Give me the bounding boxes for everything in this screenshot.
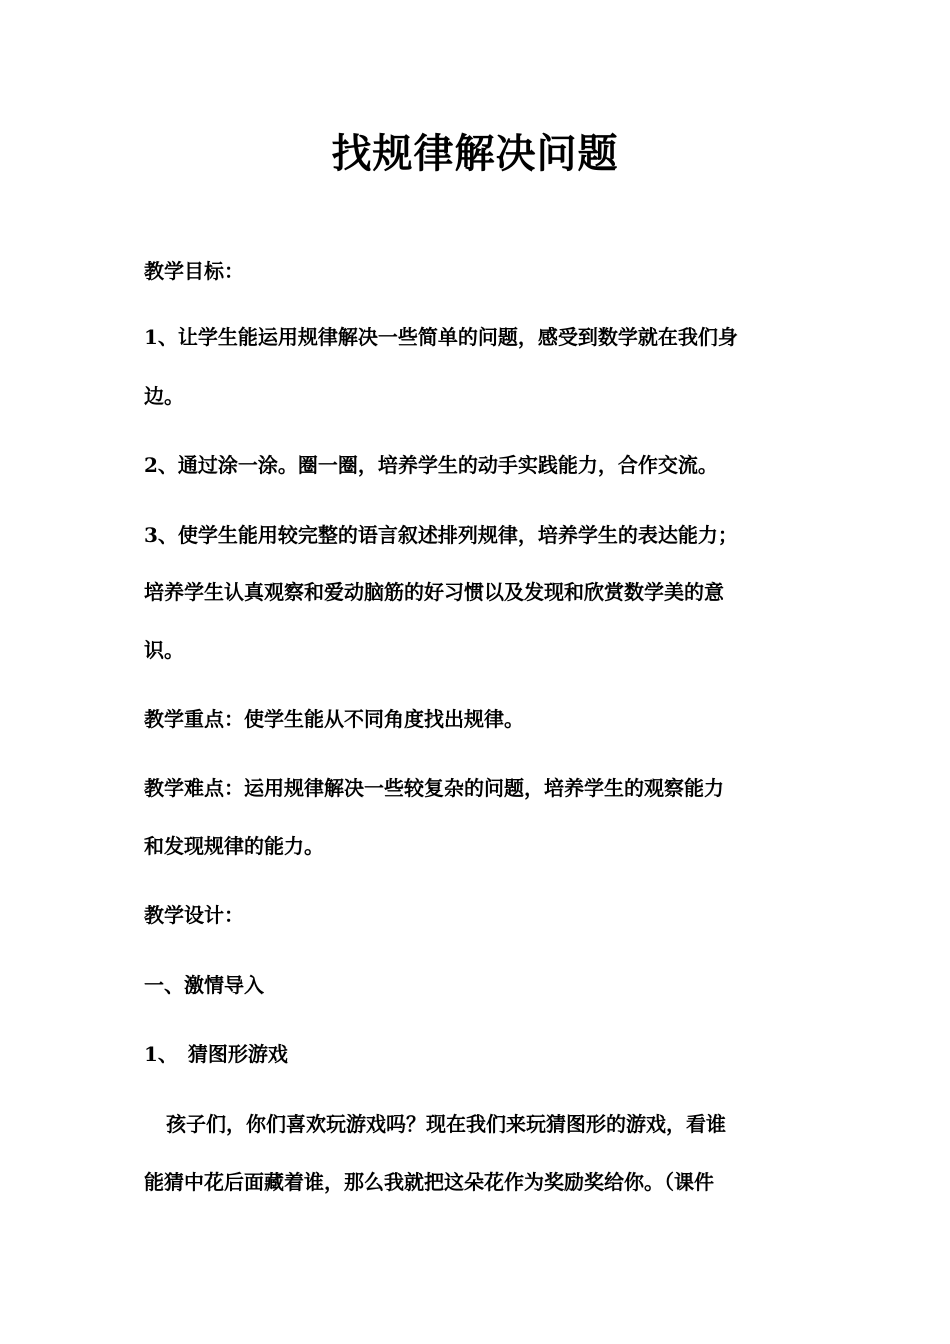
paragraph-line-1: 孩子们，你们喜欢玩游戏吗？现在我们来玩猜图形的游戏，看谁 [166, 1112, 726, 1136]
objective-2: 2、通过涂一涂。圈一圈，培养学生的动手实践能力，合作交流。 [144, 453, 718, 477]
objective-1-line-2: 边。 [144, 384, 184, 408]
objective-1-line-1: 1、让学生能运用规律解决一些简单的问题，感受到数学就在我们身 [144, 325, 738, 349]
part-1-heading: 一、激情导入 [144, 973, 264, 997]
teaching-focus: 教学重点：使学生能从不同角度找出规律。 [144, 707, 524, 731]
section-heading-design: 教学设计： [144, 903, 244, 927]
teaching-difficulty-line-2: 和发现规律的能力。 [144, 834, 324, 858]
objective-3-line-2: 培养学生认真观察和爱动脑筋的好习惯以及发现和欣赏数学美的意 [144, 580, 724, 604]
teaching-difficulty-line-1: 教学难点：运用规律解决一些较复杂的问题，培养学生的观察能力 [144, 776, 724, 800]
objective-3-line-3: 识。 [144, 638, 184, 662]
step-1-heading: 1、 猜图形游戏 [144, 1042, 288, 1066]
objective-3-line-1: 3、使学生能用较完整的语言叙述排列规律，培养学生的表达能力； [144, 523, 738, 547]
document-title: 找规律解决问题 [331, 130, 619, 177]
paragraph-line-2: 能猜中花后面藏着谁，那么我就把这朵花作为奖励奖给你。（课件 [144, 1170, 714, 1194]
section-heading-objectives: 教学目标： [144, 259, 244, 283]
